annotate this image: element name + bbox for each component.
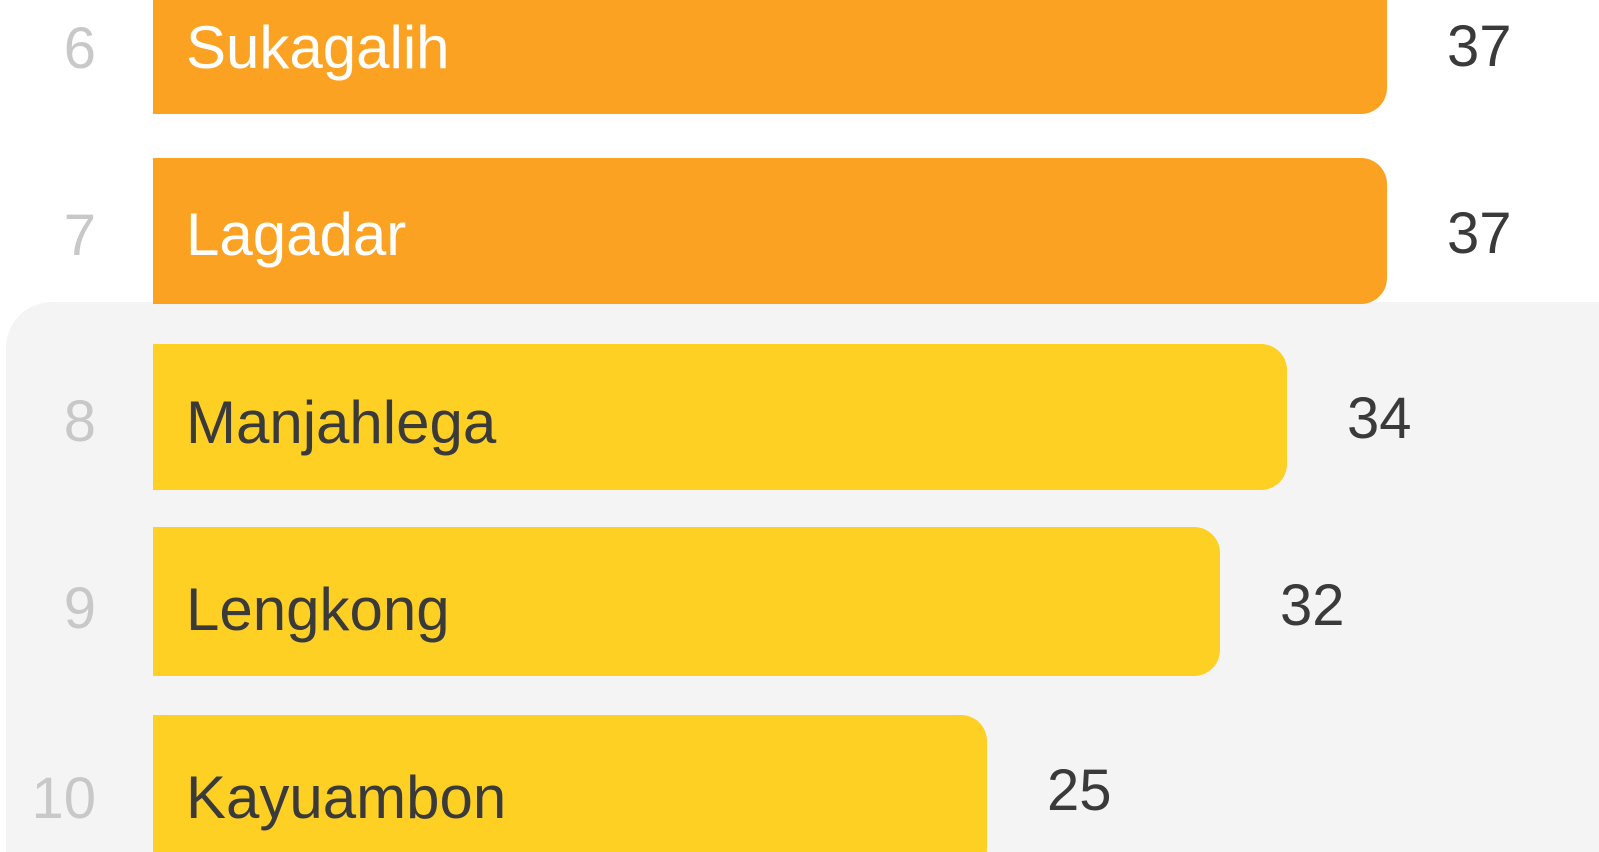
value-label: 25 [1047, 758, 1112, 823]
rank-number: 7 [63, 203, 96, 268]
rank-number: 9 [63, 576, 96, 641]
bar-label: Kayuambon [186, 764, 507, 831]
bar-label: Sukagalih [186, 14, 450, 81]
value-label: 37 [1447, 201, 1512, 266]
bar-label: Lengkong [186, 576, 450, 643]
rank-number: 8 [63, 389, 96, 454]
value-label: 34 [1347, 386, 1412, 451]
bar-label: Manjahlega [186, 389, 497, 456]
value-label: 37 [1447, 14, 1512, 79]
bar-label: Lagadar [186, 201, 407, 268]
rank-number: 10 [31, 766, 96, 831]
rank-number: 6 [63, 16, 96, 81]
value-label: 32 [1280, 573, 1345, 638]
